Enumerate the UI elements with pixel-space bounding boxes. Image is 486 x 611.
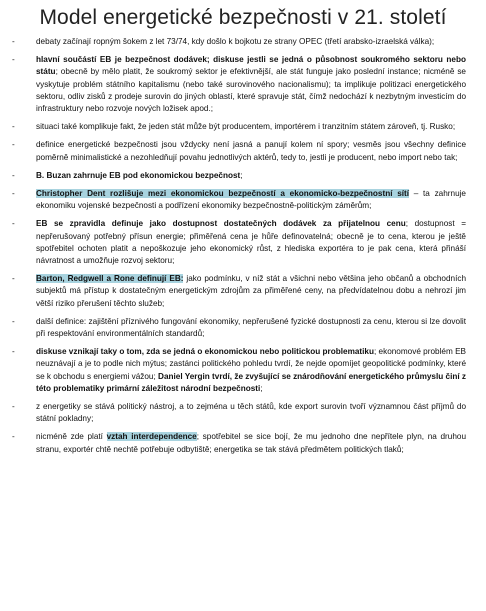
bullet-item [10, 36, 476, 48]
bullet-dash: - [12, 170, 15, 180]
bullet-item [10, 139, 476, 163]
bullet-item [10, 273, 476, 310]
bullet-item [10, 346, 476, 395]
bullet-item [10, 401, 476, 425]
bold-text: diskuse vznikají taky o tom, zda se jedná o ekonomickou nebo politickou problematiku [36, 347, 374, 357]
bold-text: B. Buzan zahrnuje EB pod ekonomickou bezpečnost [36, 170, 241, 180]
highlighted-text: Christopher Dent rozlišuje mezi ekonomickou bezpečností a ekonomicko-bezpečnostní sítí [36, 189, 410, 199]
bullet-dash: - [12, 432, 15, 442]
bullet-dash: - [12, 122, 15, 132]
bullet-item [10, 170, 476, 182]
bullet-dash: - [12, 402, 15, 412]
bullet-dash: - [12, 189, 15, 199]
bullet-dash: - [12, 219, 15, 229]
body-text: další definice: zajištění příznivého fungování ekonomiky, nepřerušené fyzické dostupnosti za cenu, kterou si lze dovolit při respektování environmentálních standardů; [36, 316, 466, 339]
body-text: ; [240, 170, 243, 180]
body-text: z energetiky se stává politický nástroj, a to zejména u těch států, kde export surovin tvoří významnou část příjmů do státní pokladny; [36, 402, 466, 424]
body-text: situaci také komplikuje fakt, že jeden stát může být producentem, importérem i tranzitním státem zároveň, tj. Rusko; [36, 122, 456, 132]
body-text: ; ekonomové problém EB neuznávají a je to podle nich mýtus; zastánci politického pohledu tvrdí, že nejde opomíjet geopolitické podmínky, které se k obchodu s energiemi vážou; [36, 347, 466, 381]
bullet-dash: - [12, 347, 15, 357]
bullet-dash: - [12, 37, 15, 46]
bullet-item [10, 431, 476, 455]
bold-text: hlavní součástí EB je bezpečnost dodávek; diskuse jestli se jedná o působnost soukromého sektoru nebo státu [36, 55, 466, 77]
bold-text: EB se zpravidla definuje jako dostupnost dostatečných dodávek za přijatelnou cenu [36, 219, 406, 229]
body-text: ; obecně by mělo platit, že soukromý sektor je efektivnější, ale stát funguje jako poslední instance; nicméně se vyskytuje problém státního kapitalismu (nebo také surovinového nacionalismu); ta implikuje politizaci energetického sektoru, odliv zisků z prodeje surovin do jiných oblastí, které spravuje stát, čímž nedochází k nezbytným investicím do infrastruktury nebo rozvoje nových ložisek apod.; [36, 67, 466, 114]
bullet-item [10, 316, 476, 340]
bold-text: Daniel Yergin tvrdí, že zvyšující se znárodňování energetického průmyslu činí z této problematiky primární záležitost národní bezpečnosti [36, 371, 466, 393]
bullet-item [10, 54, 476, 115]
body-text: debaty začínají ropným šokem z let 73/74, kdy došlo k bojkotu ze strany OPEC (třetí arabsko-izraelská válka); [36, 37, 435, 46]
body-text: – ta zahrnuje ekonomiku vojenské bezpečnosti a podřízení ekonomiky bezpečnostně-politickým záměrům; [36, 189, 466, 211]
bullet-item [10, 218, 476, 267]
bullet-dash: - [12, 55, 15, 65]
page-title: Model energetické bezpečnosti v 21. století [39, 6, 447, 29]
bullet-dash: - [12, 316, 15, 326]
bullet-item [10, 121, 476, 133]
bullet-list [10, 36, 476, 456]
body-text: definice energetické bezpečnosti jsou vždycky není jasná a panují kolem ní spory; vesměs jsou všechny definice poměrně minimalistické a nezohledňují povahu jednotlivých aktérů, tedy to, jestli je producent, nebo import nebo tak; [36, 140, 466, 162]
highlighted-text: Barton, Redgwell a Rone definují EB: [36, 274, 184, 284]
highlighted-text: vztah interdependence [106, 432, 197, 442]
bullet-dash: - [12, 140, 15, 150]
body-text: nicméně zde platí [36, 432, 107, 442]
body-text: ; dostupnost = nepřerušovaný potřebný přísun energie; přiměřená cena je hůře definovatelná; obecně je to cena, kterou je ještě spotřebitel ochoten platit a nepoškozuje jeho ekonomický růst, z hlediska exportéra to je pak cena, která přináší návratnost a umožňuje rozvoj sektoru; [36, 219, 466, 266]
body-text: ; [260, 383, 263, 393]
body-text: ; spotřebitel se sice bojí, že mu jednoho dne nepřítele plyn, na druhou stranu, exportér chtě nechtě potřebuje odbytiště; energetika se tak stává předmětem politických tlaků; [36, 432, 466, 454]
body-text: jako podmínku, v níž stát a všichni nebo většina jeho občanů a obchodních subjektů má přístup k dostatečným energetickým zdrojům za přiměřené ceny, na předvídatelnou dobu a nehrozí jim větší riziko přerušení těchto služeb; [36, 274, 466, 308]
bullet-dash: - [12, 274, 15, 284]
bullet-item [10, 188, 476, 212]
